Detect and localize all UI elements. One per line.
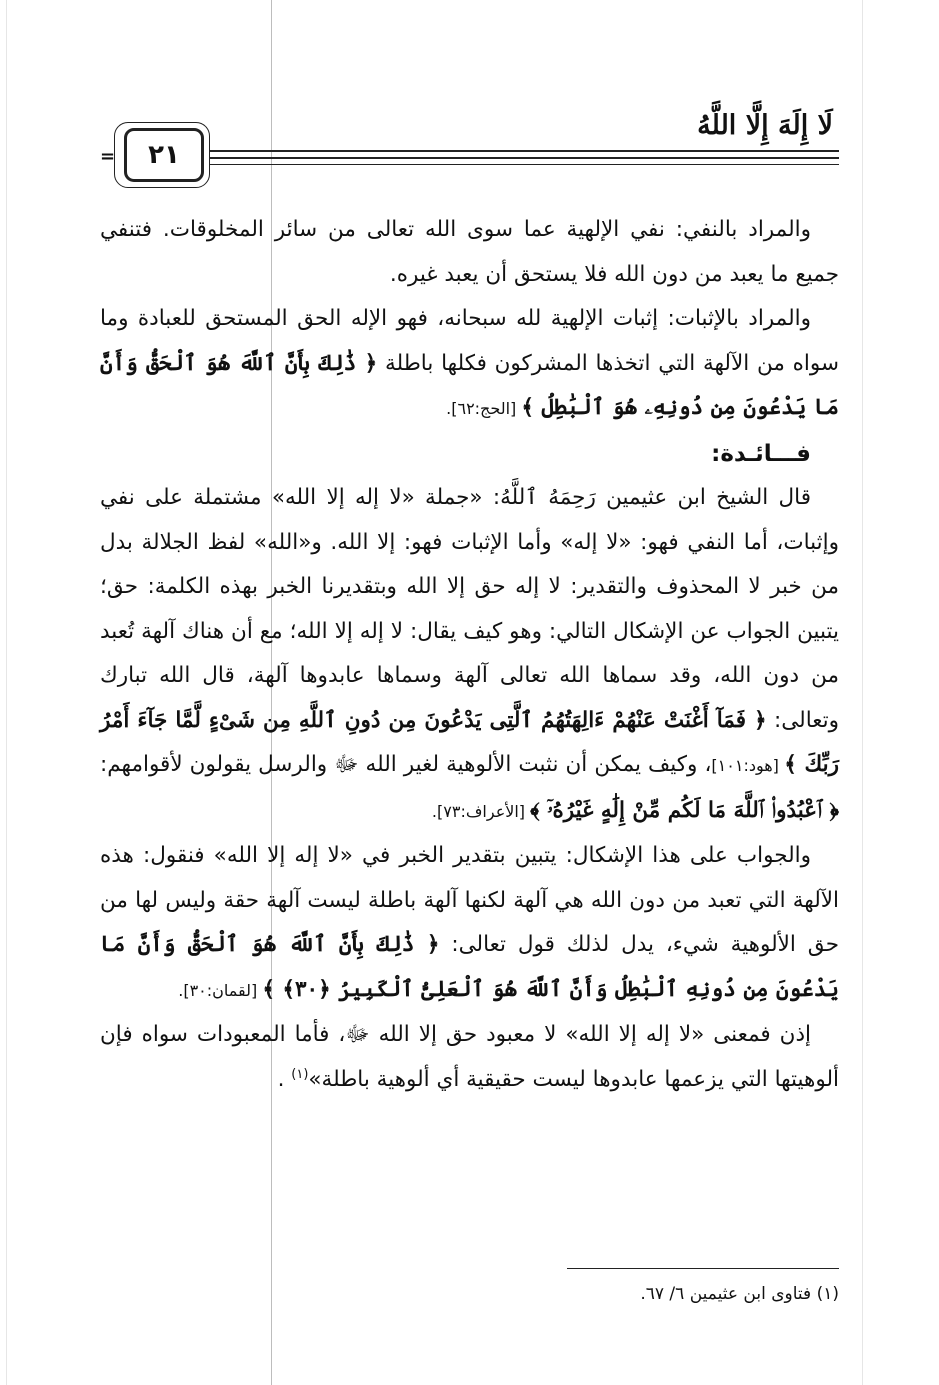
paragraph-text: والمراد بالإثبات: إثبات الإلهية لله سبحانه، فهو الإله الحق المستحق للعبادة وما سواه من الآلهة التي اتخذها المشركون فكلها باطلة [100,306,839,376]
section-heading: فـــائـدة: [711,440,811,467]
header-rule-middle [210,157,839,159]
header-edge-mark: = [100,146,116,167]
running-title: لَا إِلَهَ إِلَّا اللَّهُ [697,110,833,141]
footnote: (١) فتاوى ابن عثيمين ٦/ ٦٧. [640,1284,839,1304]
paragraph-text: والجواب على هذا الإشكال: يتبين بتقدير الخبر في «لا إله إلا الله» فنقول: هذه الآلهة التي تعبد من دون الله هي آلهة لكنها آلهة باطلة ليست آلهة حقة وليس لها من حق الألوهية شيء، يدل لذلك قول تعالى: [100,843,839,957]
quran-verse: ﴿ ٱعْبُدُوا۟ ٱللَّهَ مَا لَكُم مِّنْ إِلَٰهٍ غَيْرُهُۥٓ ﴾ [530,797,839,823]
header-rule-bottom [210,164,839,165]
verse-citation: [الحج:٦٢]. [446,399,522,418]
paragraph-text: ، وكيف يمكن أن نثبت الألوهية لغير الله ﷻ والرسل يقولون لأقوامهم: [100,752,712,777]
quran-verse: ﴿ فَمَآ أَغْنَتْ عَنْهُمْ ءَالِهَتُهُمُ ٱلَّتِى يَدْعُونَ مِن دُونِ ٱللَّهِ مِن شَىْءٍ لَّمَّا جَآءَ أَمْرُ رَبِّكَ ﴾ [100,707,839,777]
verse-citation: [الأعراف:٧٣]. [431,801,531,821]
footnote-separator [567,1268,839,1269]
page-edge-right [862,0,863,1385]
verse-citation: [هود:١٠١] [711,756,785,775]
main-text [100,208,839,1102]
paragraph-answer [100,834,839,1013]
header-rule-top [210,150,839,152]
paragraph-affirmation [100,297,839,432]
paragraph-quote [100,476,839,834]
page-edge-left [6,0,7,1385]
verse-citation: [لقمان:٣٠]. [178,980,263,1000]
page-number: ٢١ [124,128,204,182]
quran-verse: ﴿ ذَٰلِكَ بِأَنَّ ٱللَّهَ هُوَ ٱلْحَقُّ وَأَنَّ مَا يَدْعُونَ مِن دُونِهِ ٱلْبَٰطِلُ وَأَنَّ ٱللَّهَ هُوَ ٱلْعَلِىُّ ٱلْكَبِيرُ ﴿٣٠﴾ ﴾ [100,932,839,1002]
quran-verse: ﴿ ذَٰلِكَ بِأَنَّ ٱللَّهَ هُوَ ٱلْحَقُّ وَأَنَّ مَا يَدْعُونَ مِن دُونِهِۦ هُوَ ٱلْبَٰطِلُ ﴾ [100,350,839,420]
footnote-reference[interactable]: (١) [291,1066,309,1082]
paragraph-text: قال الشيخ ابن عثيمين رَحِمَهُ ٱللَّهُ: «جملة «لا إله إلا الله» مشتملة على نفي وإثبات، أما النفي فهو: «لا إله» وأما الإثبات فهو: إلا الله. و«الله» لفظ الجلالة بدل من خبر لا المحذوف والتقدير: لا إله حق إلا الله وبتقديرنا الخبر بهذه الكلمة: حق؛ يتبين الجواب عن الإشكال التالي: وهو كيف يقال: لا إله إلا الله؛ مع أن هناك آلهة تُعبد من دون الله، وقد سماها الله تعالى آلهة وسماها عابدوها آلهة، قال الله تبارك وتعالى: [100,485,840,733]
paragraph-conclusion [100,1013,839,1102]
paragraph-text: إذن فمعنى «لا إله إلا الله» لا معبود حق إلا الله ﷻ، فأما المعبودات سواه فإن ألوهيتها التي يزعمها عابدوها ليست حقيقية أي ألوهية باطلة» [100,1022,839,1092]
page-header [0,0,939,200]
paragraph-negation [100,208,839,297]
paragraph-text: والمراد بالنفي: نفي الإلهية عما سوى الله تعالى من سائر المخلوقات. فتنفي جميع ما يعبد من دون الله فلا يستحق أن يعبد غيره. [100,217,839,287]
paragraph-end: . [277,1066,292,1092]
